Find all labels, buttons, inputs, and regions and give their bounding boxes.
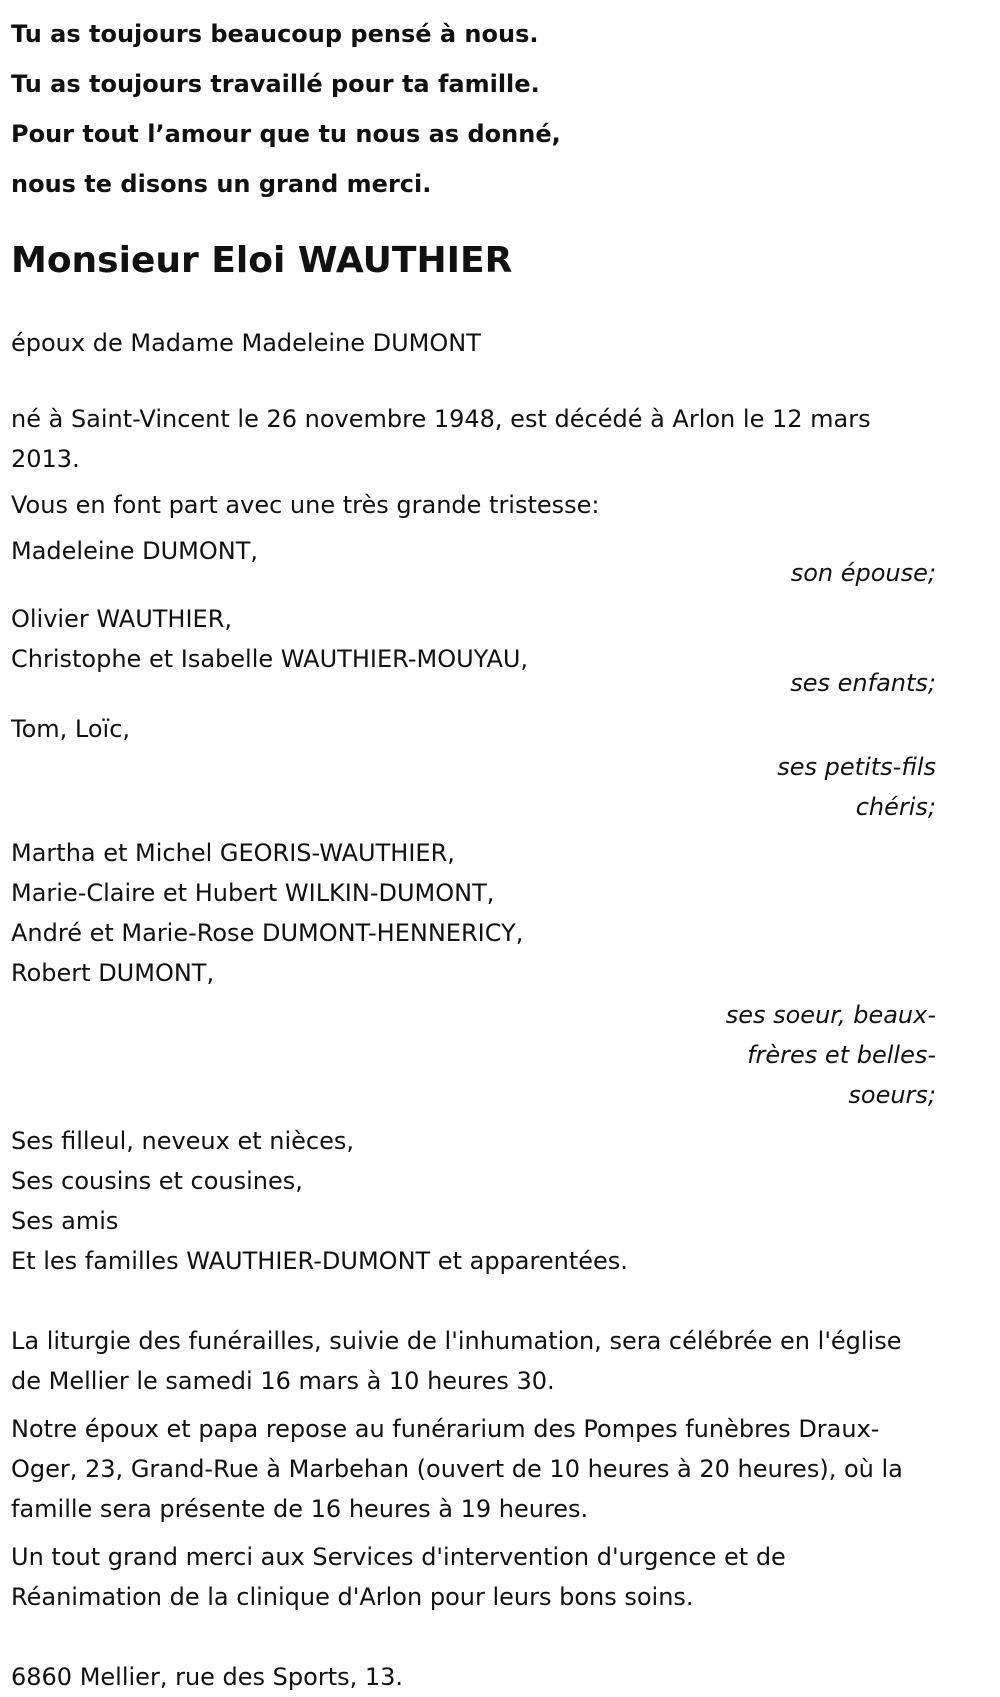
family-relation: son épouse;: [790, 559, 936, 587]
address-line: 6860 Mellier, rue des Sports, 13.: [11, 1663, 404, 1691]
family-group-children: [11, 599, 936, 703]
family-group-others: [11, 1121, 936, 1281]
liturgy-paragraph: La liturgie des funérailles, suivie de l'inhumation, sera célébrée en l'église de Mellier le samedi 16 mars à 10 heures 30.: [11, 1327, 902, 1395]
family-member: Martha et Michel GEORIS-WAUTHIER,: [11, 839, 455, 867]
family-member: Ses filleul, neveux et nièces,: [11, 1127, 355, 1155]
funerarium-paragraph: Notre époux et papa repose au funérarium des Pompes funèbres Draux-Oger, 23, Grand-Rue à Marbehan (ouvert de 10 heures à 20 heures), où la famille sera présente de 16 heures à 19 heures.: [11, 1415, 903, 1523]
family-member: Et les familles WAUTHIER-DUMONT et apparentées.: [11, 1247, 628, 1275]
family-member: André et Marie-Rose DUMONT-HENNERICY,: [11, 919, 524, 947]
deceased-name: Monsieur Eloi WAUTHIER: [11, 240, 513, 281]
family-member: Robert DUMONT,: [11, 959, 215, 987]
family-member: Marie-Claire et Hubert WILKIN-DUMONT,: [11, 879, 495, 907]
announcement-line: Vous en font part avec une très grande tristesse:: [11, 491, 600, 519]
family-group-spouse: [11, 531, 936, 593]
poem-line: Tu as toujours travaillé pour ta famille.: [11, 70, 540, 98]
family-relation: ses enfants;: [790, 669, 936, 697]
poem-line: Pour tout l’amour que tu nous as donné,: [11, 120, 561, 148]
poem-line: Tu as toujours beaucoup pensé à nous.: [11, 20, 539, 48]
birth-death-line: né à Saint-Vincent le 26 novembre 1948, est décédé à Arlon le 12 mars 2013.: [11, 405, 871, 473]
family-member: Madeleine DUMONT,: [11, 537, 259, 565]
poem-line: nous te disons un grand merci.: [11, 170, 432, 198]
family-member: Ses amis: [11, 1207, 119, 1235]
family-relation: ses soeur, beaux-frères et belles-soeurs;: [725, 1001, 936, 1109]
family-relation: ses petits-fils chéris;: [777, 753, 936, 821]
family-member: Christophe et Isabelle WAUTHIER-MOUYAU,: [11, 645, 529, 673]
family-group-siblings: [11, 833, 936, 1115]
poem: [11, 0, 936, 209]
thanks-paragraph: Un tout grand merci aux Services d'intervention d'urgence et de Réanimation de la clinique d'Arlon pour leurs bons soins.: [11, 1543, 786, 1611]
spouse-line: époux de Madame Madeleine DUMONT: [11, 329, 481, 357]
family-member: Olivier WAUTHIER,: [11, 605, 233, 633]
family-member: Tom, Loïc,: [11, 715, 131, 743]
family-group-grandchildren: [11, 709, 936, 827]
family-member: Ses cousins et cousines,: [11, 1167, 303, 1195]
